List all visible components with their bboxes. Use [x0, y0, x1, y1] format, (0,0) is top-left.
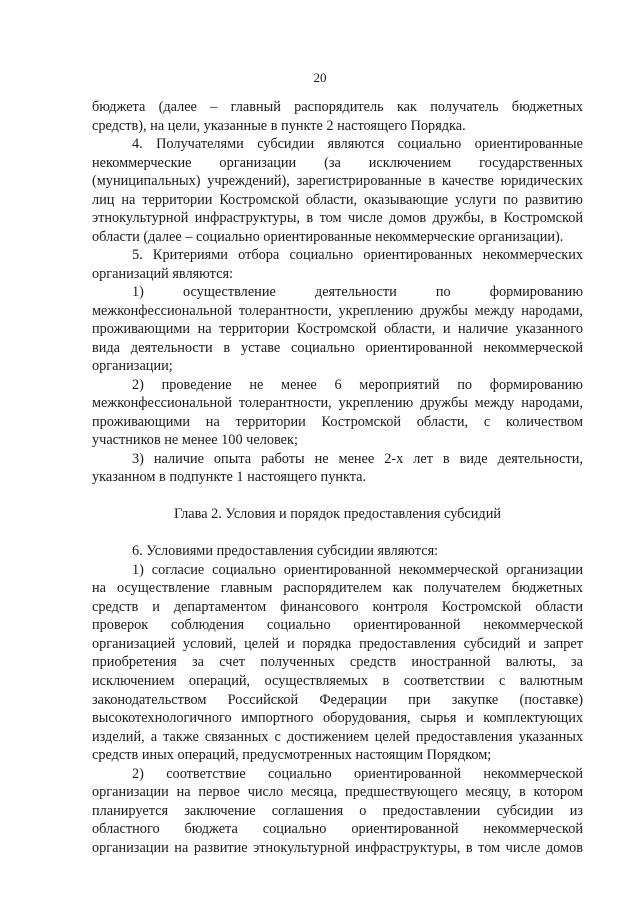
text-line: организации; [92, 358, 173, 375]
text-line: 2) проведение не менее 6 мероприятий по формированию [132, 376, 583, 393]
text-line: средств), на цели, указанные в пункте 2 настоящего Порядка. [92, 117, 466, 134]
text-line: 1) осуществление деятельности по формированию [132, 284, 583, 301]
text-line: планируется заключение соглашения о предоставлении субсидии из [92, 802, 583, 819]
text-line: законодательством Российской Федерации при закупке (поставке) [92, 691, 583, 708]
blank-line [92, 524, 583, 543]
text-line: проверок соблюдения социально ориентированной некоммерческой [92, 617, 583, 634]
text-line: участников не менее 100 человек; [92, 432, 298, 449]
text-line: организации на развитие этнокультурной инфраструктуры, в том числе домов [92, 839, 583, 856]
text-line: проживающими на территории Костромской области, с количеством [92, 413, 583, 430]
text-line: проживающими на территории Костромской области, и наличие указанного [92, 321, 583, 338]
text-line: организации на первое число месяца, предшествующего месяцу, в котором [92, 784, 583, 801]
text-line: средств и департаментом финансового контроля Костромской области [92, 598, 583, 615]
text-line: областного бюджета социально ориентированной некоммерческой [92, 821, 583, 838]
text-line: приобретения за счет полученных средств иностранной валюты, за [92, 654, 583, 671]
text-line: области (далее – социально ориентированные некоммерческие организации). [92, 228, 564, 245]
text-line: межконфессиональной толерантности, укреплению дружбы между народами, [92, 395, 583, 412]
text-line: на осуществление главным распорядителем как получателем бюджетных [92, 580, 583, 597]
text-line: 2) соответствие социально ориентированной некоммерческой [132, 765, 583, 782]
chapter-heading: Глава 2. Условия и порядок предоставления субсидий [173, 506, 502, 523]
text-line: высокотехнологичного импортного оборудования, сырья и комплектующих [92, 710, 583, 727]
text-line: исключением операций, осуществляемых в соответствии с валютным [92, 672, 583, 689]
text-line: лиц на территории Костромской области, оказывающие услуги по развитию [92, 191, 583, 208]
text-line: 6. Условиями предоставления субсидии являются: [132, 543, 439, 560]
text-line: указанном в подпункте 1 настоящего пункта. [92, 469, 367, 486]
text-line: организацией условий, целей и порядка предоставления субсидий и запрет [92, 635, 583, 652]
text-line: организаций являются: [92, 265, 233, 282]
text-line: 1) согласие социально ориентированной некоммерческой организации [132, 561, 583, 578]
blank-line [92, 487, 583, 506]
document-body [92, 98, 583, 857]
text-line: бюджета (далее – главный распорядитель как получатель бюджетных [92, 99, 583, 115]
text-line: вида деятельности в уставе социально ориентированной некоммерческой [92, 339, 583, 356]
text-line: 5. Критериями отбора социально ориентированных некоммерческих [132, 247, 583, 264]
text-line: (муниципальных) учреждений), зарегистрированные в качестве юридических [92, 173, 583, 190]
page-number: 20 [313, 70, 327, 85]
text-line: межконфессиональной толерантности, укреплению дружбы между народами, [92, 302, 583, 319]
text-line: изделий, а также связанных с достижением целей предоставления указанных [92, 728, 583, 745]
text-line: 4. Получателями субсидии являются социально ориентированные [132, 136, 583, 153]
text-line: 3) наличие опыта работы не менее 2-х лет в виде деятельности, [132, 450, 583, 467]
text-line: некоммерческие организации (за исключением государственных [92, 154, 583, 171]
text-line: средств иных операций, предусмотренных настоящим Порядком; [92, 747, 492, 764]
text-line: этнокультурной инфраструктуры, в том числе домов дружбы, в Костромской [92, 210, 583, 227]
